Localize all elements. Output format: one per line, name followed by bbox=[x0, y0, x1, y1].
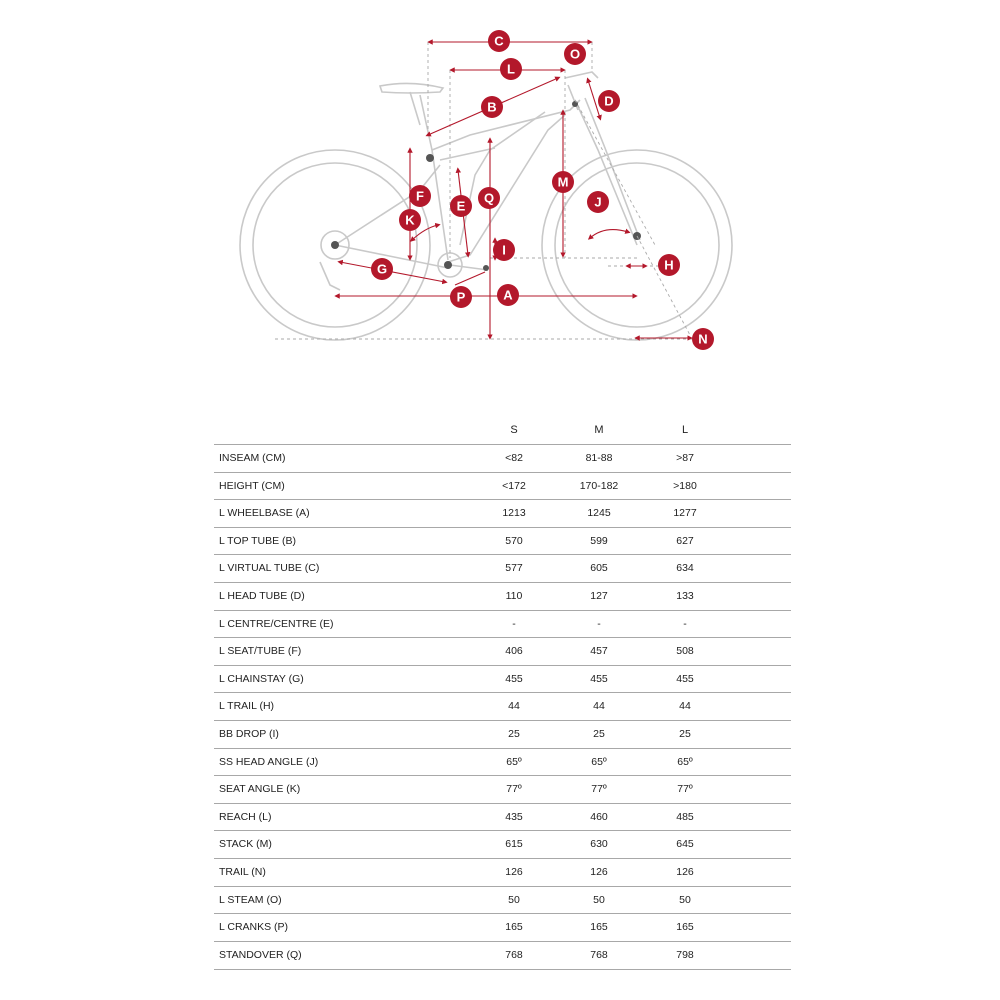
table-row bbox=[214, 748, 791, 777]
value-s: 25 bbox=[508, 728, 520, 740]
value-l: 25 bbox=[679, 728, 691, 740]
label-D bbox=[598, 90, 620, 112]
label-H bbox=[658, 254, 680, 276]
label-O bbox=[564, 43, 586, 65]
svg-text:F: F bbox=[416, 188, 424, 204]
value-m: 455 bbox=[590, 672, 608, 685]
table-row bbox=[214, 499, 791, 528]
row-label: REACH (L) bbox=[219, 810, 272, 823]
table-row bbox=[214, 692, 791, 721]
table-row bbox=[214, 803, 791, 832]
value-s: 435 bbox=[505, 810, 523, 823]
size-header-l: L bbox=[681, 424, 689, 436]
value-l: 1277 bbox=[673, 507, 697, 520]
value-l: 508 bbox=[676, 645, 694, 658]
table-row bbox=[214, 720, 791, 749]
value-s: 110 bbox=[505, 590, 523, 602]
label-B bbox=[481, 96, 503, 118]
value-m: 1245 bbox=[587, 507, 611, 520]
dim-P bbox=[455, 272, 485, 285]
label-P bbox=[450, 286, 472, 308]
svg-text:Q: Q bbox=[483, 190, 495, 206]
value-m: 605 bbox=[590, 562, 608, 575]
svg-text:A: A bbox=[503, 287, 513, 303]
value-s: 65º bbox=[506, 755, 522, 768]
value-s: 44 bbox=[508, 700, 520, 713]
size-header-s: S bbox=[510, 424, 518, 436]
value-m: 126 bbox=[590, 866, 608, 878]
dim-J bbox=[590, 230, 628, 238]
row-label: L CHAINSTAY (G) bbox=[219, 672, 304, 685]
label-N bbox=[692, 328, 714, 350]
value-s: 570 bbox=[505, 534, 523, 547]
row-label: L TRAIL (H) bbox=[219, 700, 275, 713]
svg-text:I: I bbox=[502, 242, 506, 258]
pivot-dots bbox=[331, 101, 641, 271]
row-label: INSEAM (CM) bbox=[219, 452, 286, 464]
row-label: L VIRTUAL TUBE (C) bbox=[219, 562, 320, 575]
value-l: 50 bbox=[679, 893, 691, 906]
label-J bbox=[587, 191, 609, 213]
table-row bbox=[214, 775, 791, 804]
value-m: 457 bbox=[590, 645, 608, 658]
value-s: <82 bbox=[505, 452, 523, 464]
value-s: 768 bbox=[505, 948, 523, 961]
value-m: 50 bbox=[593, 893, 605, 906]
value-m: 460 bbox=[590, 810, 608, 823]
crank bbox=[450, 265, 488, 270]
value-s: 165 bbox=[505, 921, 523, 934]
value-l: 485 bbox=[676, 810, 694, 823]
row-label: L STEAM (O) bbox=[219, 893, 282, 906]
value-l: 126 bbox=[676, 866, 694, 878]
value-m: 599 bbox=[590, 534, 608, 547]
table-row bbox=[214, 444, 791, 473]
table-row bbox=[214, 637, 791, 666]
row-label: L HEAD TUBE (D) bbox=[219, 590, 305, 602]
seatpost bbox=[410, 92, 420, 125]
label-G bbox=[371, 258, 393, 280]
value-l: 798 bbox=[676, 948, 694, 961]
value-m: 630 bbox=[590, 838, 608, 851]
value-l: >87 bbox=[676, 452, 694, 464]
stem-bars bbox=[565, 72, 598, 78]
value-s: - bbox=[512, 617, 516, 630]
value-s: 77º bbox=[506, 783, 522, 796]
table-row bbox=[214, 472, 791, 501]
label-K bbox=[399, 209, 421, 231]
value-s: 1213 bbox=[502, 507, 526, 520]
value-l: 133 bbox=[676, 590, 694, 602]
seat-tube bbox=[420, 95, 448, 260]
table-row bbox=[214, 554, 791, 583]
table-row bbox=[214, 830, 791, 859]
value-l: - bbox=[683, 617, 687, 630]
value-s: 615 bbox=[505, 838, 523, 851]
table-row bbox=[214, 858, 791, 887]
value-l: 77º bbox=[677, 783, 693, 796]
label-E bbox=[450, 195, 472, 217]
value-s: 50 bbox=[508, 893, 520, 906]
saddle bbox=[380, 83, 443, 93]
value-l: 65º bbox=[677, 755, 693, 768]
row-label: SS HEAD ANGLE (J) bbox=[219, 755, 319, 768]
value-m: 127 bbox=[590, 590, 608, 602]
fork-inner bbox=[585, 98, 640, 240]
bike-geometry-diagram bbox=[0, 0, 1000, 380]
label-M bbox=[552, 171, 574, 193]
value-s: 577 bbox=[505, 562, 523, 575]
value-s: 406 bbox=[505, 645, 523, 658]
value-s: <172 bbox=[502, 479, 526, 492]
value-m: 81-88 bbox=[585, 452, 613, 464]
top-tube bbox=[432, 100, 580, 150]
svg-text:G: G bbox=[376, 261, 388, 277]
svg-text:L: L bbox=[507, 61, 515, 77]
row-label: L CENTRE/CENTRE (E) bbox=[219, 617, 334, 630]
table-row bbox=[214, 665, 791, 694]
label-Q bbox=[478, 187, 500, 209]
value-s: 455 bbox=[505, 672, 523, 685]
svg-text:D: D bbox=[604, 93, 614, 109]
value-m: 165 bbox=[590, 921, 608, 934]
row-label: STACK (M) bbox=[219, 838, 272, 851]
value-m: 768 bbox=[590, 948, 608, 961]
derailleur bbox=[320, 262, 340, 290]
svg-text:H: H bbox=[664, 257, 674, 273]
down-tube-lower bbox=[460, 112, 545, 245]
label-C bbox=[488, 30, 510, 52]
value-m: 44 bbox=[593, 700, 605, 713]
value-m: - bbox=[597, 617, 601, 630]
row-label: SEAT ANGLE (K) bbox=[219, 783, 301, 796]
value-l: 627 bbox=[676, 534, 694, 547]
svg-text:P: P bbox=[456, 289, 466, 305]
row-label: L SEAT/TUBE (F) bbox=[219, 645, 302, 658]
row-label: HEIGHT (CM) bbox=[219, 479, 285, 492]
svg-text:K: K bbox=[405, 212, 415, 228]
svg-text:B: B bbox=[487, 99, 497, 115]
table-row bbox=[214, 527, 791, 556]
label-F bbox=[409, 185, 431, 207]
value-l: 634 bbox=[676, 562, 694, 575]
svg-text:M: M bbox=[557, 174, 569, 190]
value-l: 645 bbox=[676, 838, 694, 851]
svg-text:N: N bbox=[698, 331, 708, 347]
row-label: BB DROP (I) bbox=[219, 728, 279, 740]
table-row bbox=[214, 886, 791, 915]
table-row bbox=[214, 610, 791, 639]
fork bbox=[575, 100, 637, 245]
row-label: TRAIL (N) bbox=[219, 866, 266, 878]
svg-text:E: E bbox=[456, 198, 466, 214]
svg-text:O: O bbox=[569, 46, 581, 62]
label-L bbox=[500, 58, 522, 80]
table-row bbox=[214, 941, 791, 971]
svg-text:C: C bbox=[494, 33, 504, 49]
row-label: L WHEELBASE (A) bbox=[219, 507, 310, 520]
value-m: 65º bbox=[591, 755, 607, 768]
row-label: STANDOVER (Q) bbox=[219, 948, 302, 961]
value-m: 25 bbox=[593, 728, 605, 740]
table-row bbox=[214, 582, 791, 611]
value-m: 77º bbox=[591, 783, 607, 796]
size-header-m: M bbox=[594, 424, 604, 436]
value-l: 44 bbox=[679, 700, 691, 713]
value-m: 170-182 bbox=[579, 479, 619, 492]
label-A bbox=[497, 284, 519, 306]
svg-text:J: J bbox=[594, 194, 602, 210]
value-l: 455 bbox=[676, 672, 694, 685]
label-I bbox=[493, 239, 515, 261]
value-l: 165 bbox=[676, 921, 694, 934]
value-s: 126 bbox=[505, 866, 523, 878]
value-l: >180 bbox=[673, 479, 697, 492]
table-row bbox=[214, 913, 791, 942]
row-label: L TOP TUBE (B) bbox=[219, 534, 297, 547]
row-label: L CRANKS (P) bbox=[219, 921, 289, 934]
